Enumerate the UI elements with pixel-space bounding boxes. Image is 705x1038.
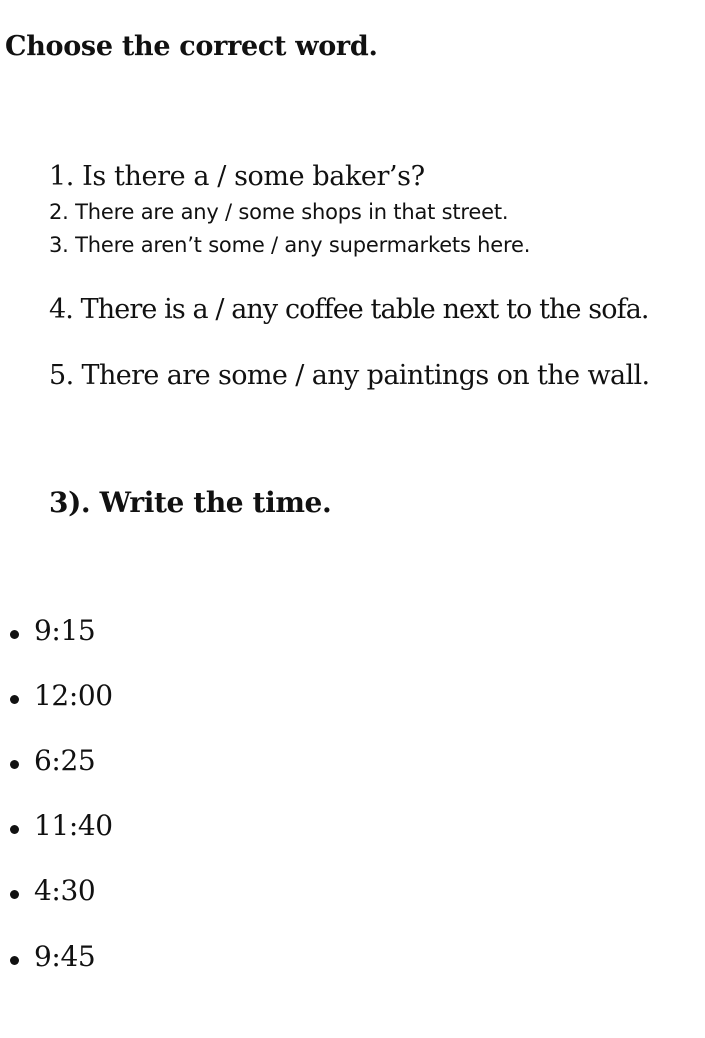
time-value: 11:40 — [34, 809, 113, 842]
bullet-dot-icon — [10, 630, 19, 639]
time-list-item — [0, 874, 300, 914]
sentence-item: 3. There aren’t some / any supermarkets here. — [49, 233, 531, 257]
bullet-dot-icon — [10, 890, 19, 899]
sentence-item: 4. There is a / any coffee table next to the sofa. — [49, 294, 649, 325]
sentence-item: 2. There are any / some shops in that street. — [49, 200, 509, 224]
bullet-dot-icon — [10, 956, 19, 965]
time-list-item — [0, 809, 300, 849]
time-list-item — [0, 679, 300, 719]
bullet-dot-icon — [10, 760, 19, 769]
time-value: 9:45 — [34, 940, 96, 973]
time-value: 4:30 — [34, 874, 96, 907]
time-value: 9:15 — [34, 614, 96, 647]
bullet-dot-icon — [10, 695, 19, 704]
exercise-heading: Choose the correct word. — [5, 31, 378, 62]
time-value: 6:25 — [34, 744, 96, 777]
write-time-heading: 3). Write the time. — [49, 486, 332, 519]
time-list-item — [0, 614, 300, 654]
time-list-item — [0, 744, 300, 784]
bullet-dot-icon — [10, 825, 19, 834]
time-value: 12:00 — [34, 679, 113, 712]
sentence-item: 5. There are some / any paintings on the wall. — [49, 360, 650, 391]
time-list-item — [0, 940, 300, 980]
sentence-item: 1. Is there a / some baker’s? — [49, 161, 425, 192]
